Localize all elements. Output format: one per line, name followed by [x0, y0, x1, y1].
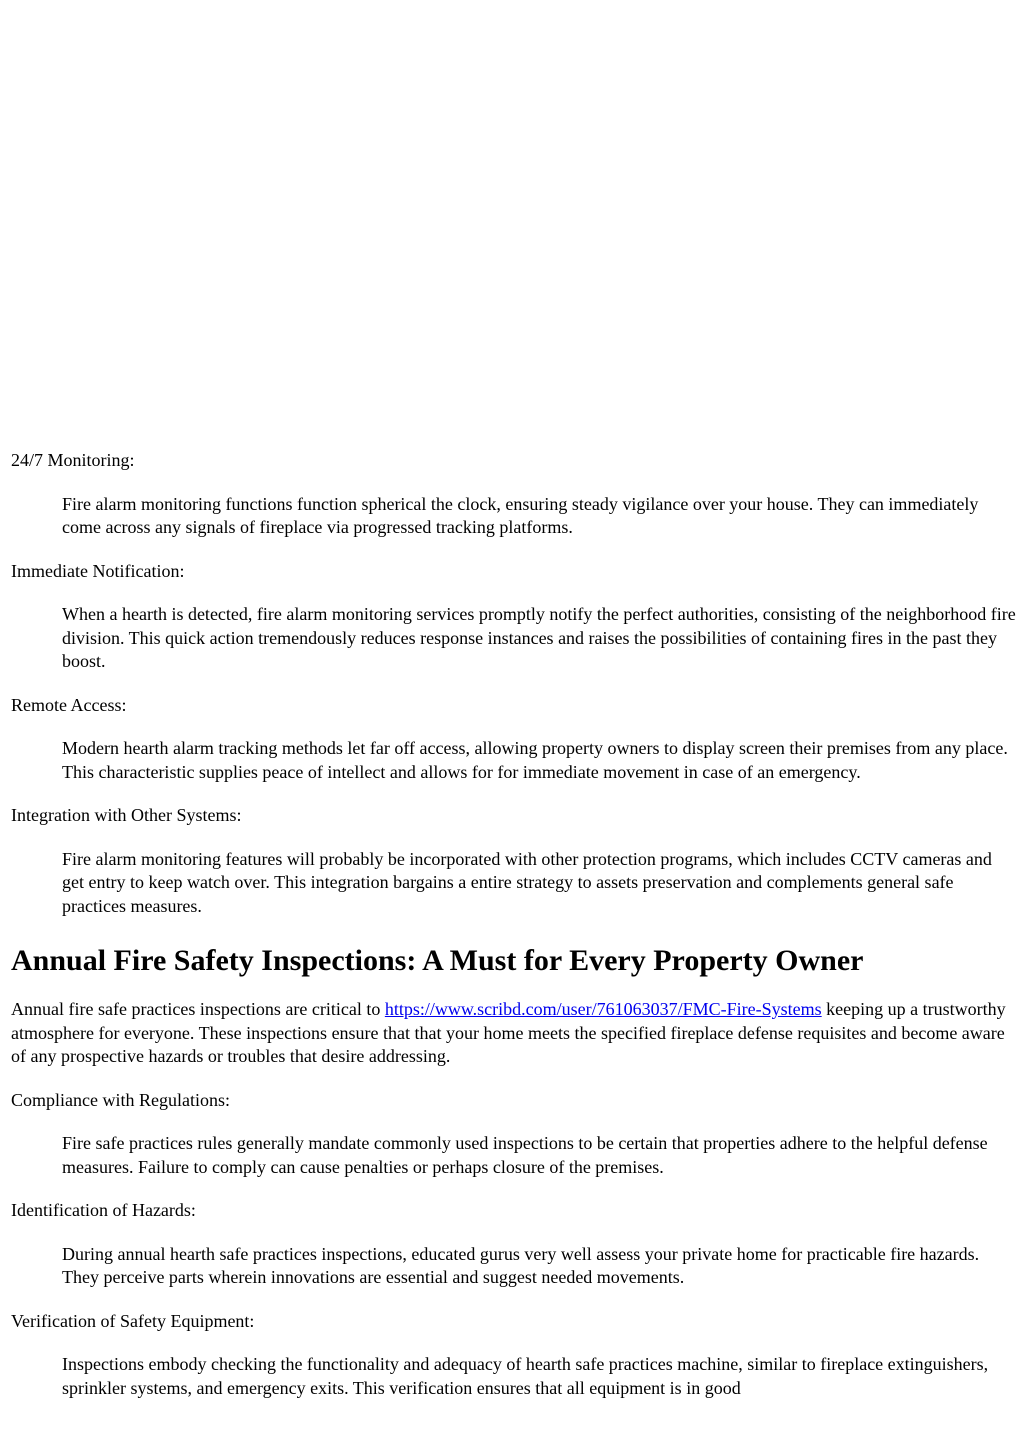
term-verification: Verification of Safety Equipment:: [11, 1310, 255, 1331]
desc-immediate-notification: When a hearth is detected, fire alarm monitoring services promptly notify the perfect authorities, consisting of the neighborhood fire division. This quick action tremendously reduces response instances and raises the possibilities of containing fires in the past they boost.: [62, 604, 1016, 671]
desc-identification: During annual hearth safe practices inspections, educated gurus very well assess your private home for practicable fire hazards. They perceive parts wherein innovations are essential and suggest needed movements.: [62, 1243, 980, 1287]
term-identification: Identification of Hazards:: [11, 1200, 196, 1220]
term-compliance: Compliance with Regulations:: [11, 1089, 230, 1110]
scribd-link[interactable]: https://www.scribd.com/user/761063037/FMC-Fire-Systems: [384, 999, 822, 1019]
intro-text-before: Annual fire safe practices inspections are critical to: [11, 999, 385, 1019]
term-remote-access: Remote Access:: [11, 694, 127, 715]
desc-remote-access: Modern hearth alarm tracking methods let far off access, allowing property owners to display screen their premises from any place. This characteristic supplies peace of intellect and allows for for immediate movement in case of an emergency.: [62, 738, 1008, 782]
term-immediate-notification: Immediate Notification:: [11, 560, 185, 581]
document-content: [11, 449, 1016, 1420]
term-integration: Integration with Other Systems:: [11, 805, 242, 825]
intro-paragraph: [11, 998, 1016, 1069]
desc-integration: Fire alarm monitoring features will probably be incorporated with other protection programs, which includes CCTV cameras and get entry to keep watch over. This integration bargains a entire strategy to assets preservation and complements general safe practices measures.: [62, 848, 992, 916]
term-24-7-monitoring: 24/7 Monitoring:: [11, 450, 135, 470]
desc-compliance: Fire safe practices rules generally mandate commonly used inspections to be certain that properties adhere to the helpful defense measures. Failure to comply can cause penalties or perhaps closure of the premises.: [62, 1133, 988, 1177]
desc-24-7-monitoring: Fire alarm monitoring functions function spherical the clock, ensuring steady vigilance over your house. They can immediately come across any signals of fireplace via progressed tracking platforms.: [62, 493, 979, 537]
section-heading-annual-inspections: Annual Fire Safety Inspections: A Must for Every Property Owner: [11, 944, 864, 977]
desc-verification: Inspections embody checking the functionality and adequacy of hearth safe practices machine, similar to fireplace extinguishers, sprinkler systems, and emergency exits. This verification ensures that all equipment is in good: [62, 1354, 989, 1398]
intro-text-after: keeping up a trustworthy atmosphere for everyone. These inspections ensure that that your home meets the specified fireplace defense requisites and become aware of any prospective hazards or troubles that desire addressing.: [11, 999, 1006, 1066]
